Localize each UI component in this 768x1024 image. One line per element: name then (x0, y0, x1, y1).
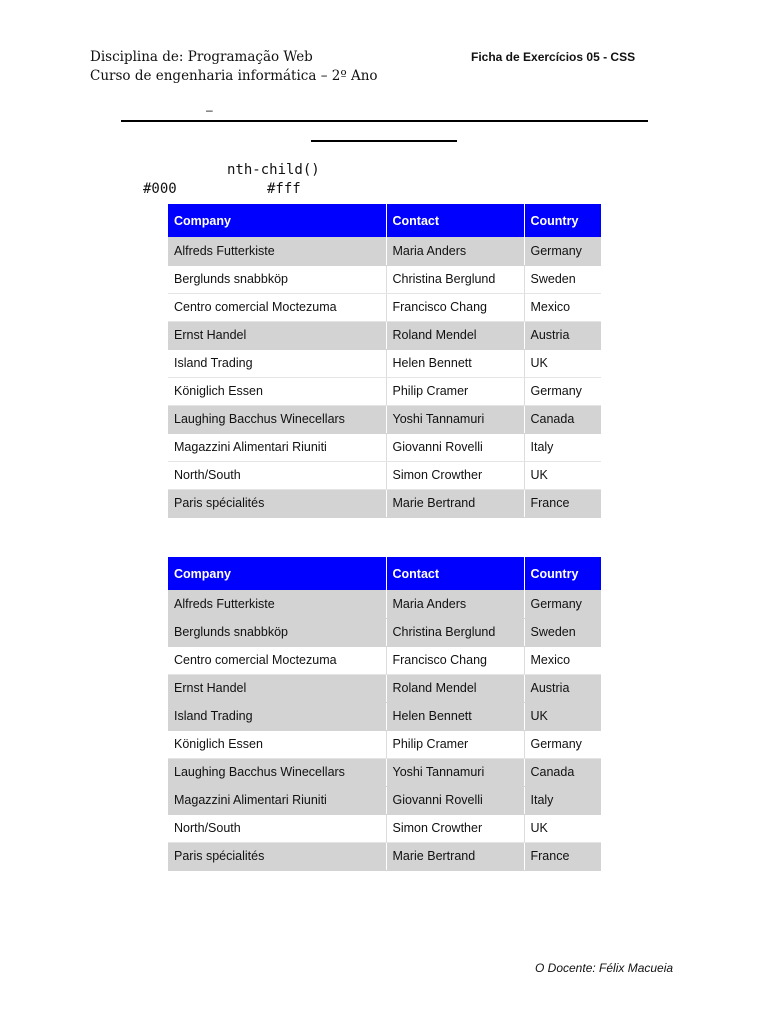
title-dash: – (206, 103, 213, 117)
table-row (168, 349, 601, 377)
cell-country: Italy (524, 433, 601, 461)
cell-country: Canada (524, 405, 601, 433)
cell-company: Ernst Handel (168, 321, 386, 349)
table-row (168, 786, 601, 814)
cell-company: Laughing Bacchus Winecellars (168, 405, 386, 433)
table-row (168, 377, 601, 405)
table-header-row (168, 204, 601, 237)
table-row (168, 618, 601, 646)
cell-company: Alfreds Futterkiste (168, 590, 386, 618)
header-cell-company: Company (168, 557, 386, 590)
cell-contact: Maria Anders (386, 590, 524, 618)
cell-company: Magazzini Alimentari Riuniti (168, 433, 386, 461)
cell-country: Mexico (524, 293, 601, 321)
cell-contact: Simon Crowther (386, 461, 524, 489)
cell-country: Mexico (524, 646, 601, 674)
table-row (168, 293, 601, 321)
header-cell-contact: Contact (386, 557, 524, 590)
cell-contact: Roland Mendel (386, 321, 524, 349)
cell-country: Canada (524, 758, 601, 786)
cell-company: Berglunds snabbköp (168, 618, 386, 646)
cell-contact: Francisco Chang (386, 646, 524, 674)
cell-company: Alfreds Futterkiste (168, 237, 386, 265)
companies-table-1 (168, 204, 601, 518)
course-line: Curso de engenharia informática – 2º Ano (90, 68, 378, 84)
subtitle-underline (311, 140, 457, 142)
cell-contact: Roland Mendel (386, 674, 524, 702)
table-row (168, 758, 601, 786)
discipline-line: Disciplina de: Programação Web (90, 49, 313, 65)
table-row (168, 321, 601, 349)
code-color-light: #fff (267, 181, 301, 197)
table-row (168, 433, 601, 461)
cell-contact: Philip Cramer (386, 730, 524, 758)
cell-company: Magazzini Alimentari Riuniti (168, 786, 386, 814)
cell-company: Island Trading (168, 702, 386, 730)
cell-country: France (524, 489, 601, 517)
cell-contact: Maria Anders (386, 237, 524, 265)
cell-contact: Marie Bertrand (386, 489, 524, 517)
cell-contact: Marie Bertrand (386, 842, 524, 870)
cell-country: France (524, 842, 601, 870)
cell-country: UK (524, 461, 601, 489)
cell-company: Berglunds snabbköp (168, 265, 386, 293)
table-row (168, 405, 601, 433)
code-selector: nth-child() (227, 162, 320, 178)
table-header-row (168, 557, 601, 590)
cell-contact: Yoshi Tannamuri (386, 405, 524, 433)
cell-contact: Giovanni Rovelli (386, 786, 524, 814)
table-row (168, 702, 601, 730)
cell-company: Königlich Essen (168, 730, 386, 758)
table-row (168, 646, 601, 674)
cell-country: Germany (524, 730, 601, 758)
cell-contact: Christina Berglund (386, 618, 524, 646)
cell-contact: Francisco Chang (386, 293, 524, 321)
cell-country: Austria (524, 321, 601, 349)
cell-contact: Christina Berglund (386, 265, 524, 293)
table-row (168, 590, 601, 618)
table-row (168, 814, 601, 842)
exercise-sheet-title: Ficha de Exercícios 05 - CSS (471, 50, 636, 64)
cell-company: Königlich Essen (168, 377, 386, 405)
cell-country: Germany (524, 237, 601, 265)
cell-company: Centro comercial Moctezuma (168, 646, 386, 674)
cell-country: Sweden (524, 265, 601, 293)
cell-country: Sweden (524, 618, 601, 646)
title-underline (121, 120, 648, 122)
cell-contact: Philip Cramer (386, 377, 524, 405)
cell-country: UK (524, 702, 601, 730)
table-row (168, 265, 601, 293)
document-header-left (90, 48, 378, 86)
table-row (168, 237, 601, 265)
cell-contact: Helen Bennett (386, 349, 524, 377)
table-row (168, 842, 601, 870)
cell-company: North/South (168, 814, 386, 842)
cell-company: Island Trading (168, 349, 386, 377)
code-color-dark: #000 (143, 181, 177, 197)
cell-company: Ernst Handel (168, 674, 386, 702)
teacher-signature: O Docente: Félix Macueia (535, 961, 674, 975)
cell-company: Laughing Bacchus Winecellars (168, 758, 386, 786)
cell-contact: Helen Bennett (386, 702, 524, 730)
cell-contact: Giovanni Rovelli (386, 433, 524, 461)
companies-table-2 (168, 557, 601, 871)
table-row (168, 674, 601, 702)
cell-country: Germany (524, 377, 601, 405)
cell-country: Italy (524, 786, 601, 814)
cell-country: Austria (524, 674, 601, 702)
header-cell-company: Company (168, 204, 386, 237)
cell-country: UK (524, 349, 601, 377)
cell-company: North/South (168, 461, 386, 489)
cell-country: Germany (524, 590, 601, 618)
cell-company: Centro comercial Moctezuma (168, 293, 386, 321)
cell-country: UK (524, 814, 601, 842)
cell-contact: Simon Crowther (386, 814, 524, 842)
cell-company: Paris spécialités (168, 842, 386, 870)
header-cell-country: Country (524, 557, 601, 590)
header-cell-contact: Contact (386, 204, 524, 237)
cell-contact: Yoshi Tannamuri (386, 758, 524, 786)
cell-company: Paris spécialités (168, 489, 386, 517)
table-row (168, 489, 601, 517)
table-row (168, 461, 601, 489)
table-row (168, 730, 601, 758)
header-cell-country: Country (524, 204, 601, 237)
